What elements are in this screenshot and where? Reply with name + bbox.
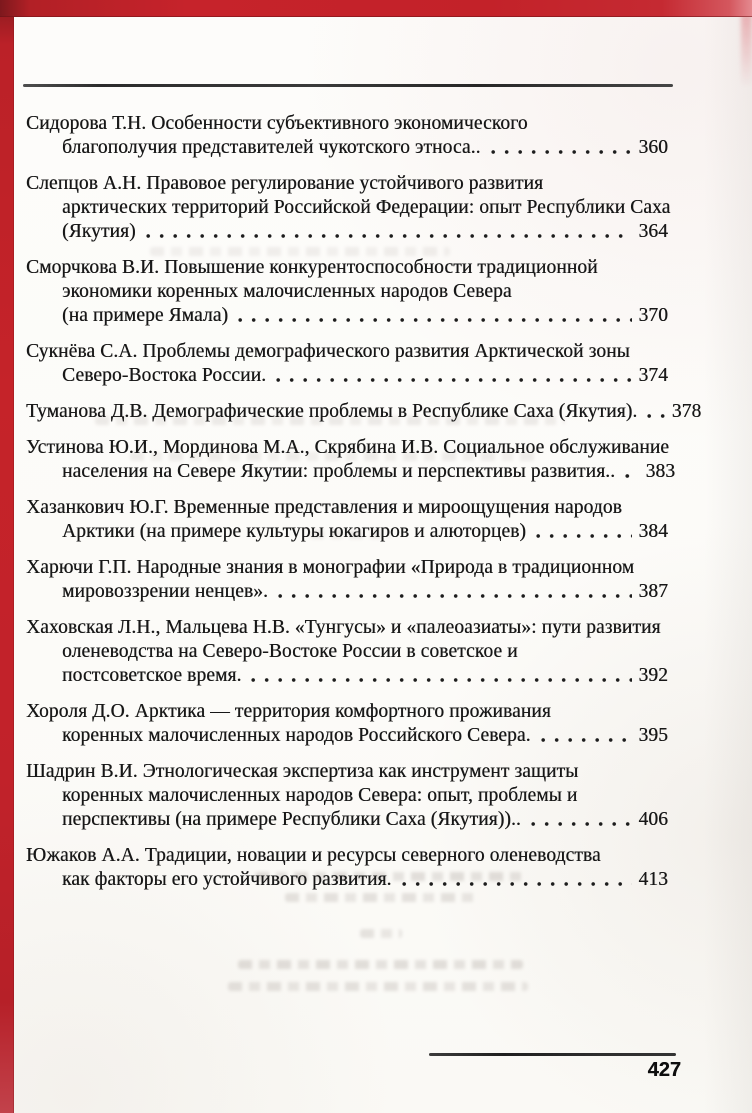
entry-text: Хазанкович Ю.Г. Временные представления и мироощущения народов — [26, 497, 622, 518]
toc-entry — [26, 760, 668, 832]
toc-entry — [26, 556, 668, 604]
entry-text: населения на Севере Якутии: проблемы и перспективы развития.. — [62, 461, 616, 482]
entry-page-number: 406 — [638, 809, 668, 830]
toc-entry — [26, 400, 702, 424]
dot-leader — [251, 672, 632, 684]
entry-page-number: 395 — [638, 725, 668, 746]
entry-text: Харючи Г.П. Народные знания в монографии «Природа в традиционном — [26, 557, 635, 578]
entry-page-number: 374 — [638, 365, 668, 386]
dot-leader — [402, 876, 632, 888]
toc-entry-lastline — [26, 304, 668, 328]
toc-entry-lastline — [26, 808, 668, 832]
toc-entry — [26, 256, 668, 328]
entry-page-number: 392 — [638, 665, 668, 686]
toc-entry — [26, 436, 676, 484]
entry-text: Северо-Востока России. — [62, 365, 267, 386]
scan-edge-left — [0, 0, 14, 1113]
entry-text: Туманова Д.В. Демографические проблемы в Республике Саха (Якутия). — [26, 401, 638, 422]
entry-text: Хаховская Л.Н., Мальцева Н.В. «Тунгусы» и «палеоазиаты»: пути развития — [26, 617, 661, 638]
entry-text: постсоветское время. — [62, 665, 242, 686]
toc-list — [26, 112, 702, 904]
dot-leader — [541, 732, 632, 744]
toc-entry — [26, 700, 668, 748]
entry-text: мировоззрении ненцев». — [62, 581, 268, 602]
toc-entry-lastline — [26, 580, 668, 604]
dot-leader — [278, 588, 632, 600]
entry-text: (Якутия) — [62, 221, 136, 242]
entry-text: арктических территорий Российской Федерации: опыт Республики Саха — [62, 197, 671, 218]
bleed-through-smudge — [360, 929, 402, 938]
footer-rule — [429, 1053, 676, 1056]
entry-text: коренных малочисленных народов Российского Севера. — [62, 725, 531, 746]
entry-page-number: 384 — [638, 521, 668, 542]
toc-entry — [26, 112, 668, 160]
entry-text: благополучия представителей чукотского этноса.. — [62, 137, 481, 158]
entry-text: Хороля Д.О. Арктика — территория комфортного проживания — [26, 701, 551, 722]
entry-text: перспективы (на примере Республики Саха (Якутия)).. — [62, 809, 521, 830]
toc-entry-lastline — [26, 364, 668, 388]
dot-leader — [238, 312, 632, 324]
entry-page-number: 413 — [638, 869, 668, 890]
entry-page-number: 370 — [638, 305, 668, 326]
entry-text: Устинова Ю.И., Мординова М.А., Скрябина И.В. Социальное обслуживание — [26, 437, 670, 458]
entry-text: экономики коренных малочисленных народов Севера — [62, 281, 512, 302]
dot-leader — [146, 228, 632, 240]
dot-leader — [536, 528, 632, 540]
toc-entry — [26, 340, 668, 388]
dot-leader — [491, 144, 632, 156]
scan-edge-top — [0, 0, 752, 17]
entry-text: Сморчкова В.И. Повышение конкурентоспособности традиционной — [26, 257, 598, 278]
dot-leader — [276, 372, 632, 384]
entry-text: Арктики (на примере культуры юкагиров и алюторцев) — [62, 521, 527, 542]
toc-entry-lastline — [26, 520, 668, 544]
bleed-through-smudge — [238, 960, 523, 969]
dot-leader — [625, 468, 639, 480]
entry-page-number: 383 — [645, 461, 676, 482]
entry-page-number: 387 — [638, 581, 668, 602]
header-rule — [23, 84, 673, 87]
toc-entry — [26, 496, 668, 544]
toc-entry-lastline — [26, 400, 701, 424]
scan-shade-right — [704, 0, 752, 1113]
entry-text: Шадрин В.И. Этнологическая экспертиза как инструмент защиты — [26, 761, 579, 782]
toc-entry-lastline — [26, 724, 668, 748]
entry-text: (на примере Ямала) — [62, 305, 229, 326]
toc-entry — [26, 844, 668, 892]
entry-page-number: 364 — [638, 221, 668, 242]
entry-text: как факторы его устойчивого развития. — [62, 869, 392, 890]
dot-leader — [647, 408, 665, 420]
entry-text: Сукнёва С.А. Проблемы демографического развития Арктической зоны — [26, 341, 630, 362]
scan-smear-top-right — [741, 14, 752, 88]
toc-entry — [26, 616, 668, 688]
toc-entry-lastline — [26, 460, 676, 484]
toc-entry-lastline — [26, 868, 668, 892]
bleed-through-smudge — [228, 982, 528, 991]
toc-entry-lastline — [26, 664, 668, 688]
entry-text: оленеводства на Северо-Востоке России в советское и — [62, 641, 518, 662]
folio-page-number: 427 — [647, 1059, 681, 1081]
entry-text: Сидорова Т.Н. Особенности субъективного экономического — [26, 113, 528, 134]
entry-text: коренных малочисленных народов Севера: опыт, проблемы и — [62, 785, 578, 806]
entry-text: Южаков А.А. Традиции, новации и ресурсы северного оленеводства — [26, 845, 601, 866]
toc-entry — [26, 172, 671, 244]
dot-leader — [531, 816, 632, 828]
entry-page-number: 360 — [638, 137, 668, 158]
toc-entry-lastline — [26, 136, 668, 160]
toc-entry-lastline — [26, 220, 668, 244]
entry-text: Слепцов А.Н. Правовое регулирование устойчивого развития — [26, 173, 544, 194]
entry-page-number: 378 — [671, 401, 702, 422]
